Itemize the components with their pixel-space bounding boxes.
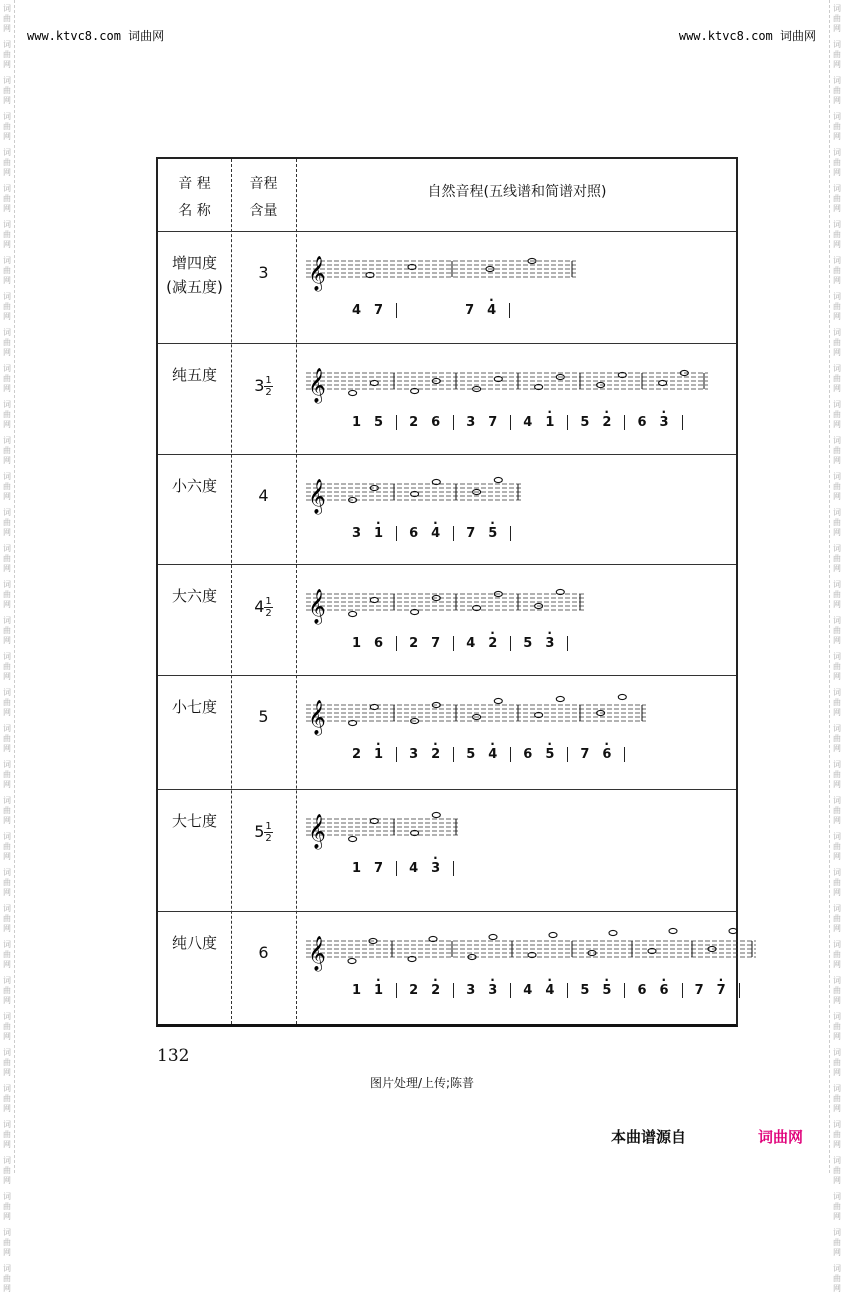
interval-amount	[231, 263, 296, 282]
amount-whole: 3	[254, 376, 265, 395]
upload-credit: 图片处理/上传;陈普	[369, 1076, 475, 1090]
jianpu-notation	[340, 861, 454, 876]
jianpu-group	[568, 415, 625, 430]
interval-amount	[231, 375, 296, 398]
watermark-char-group: 词 曲 网	[833, 1156, 841, 1185]
whole-note	[370, 380, 378, 385]
whole-note	[349, 836, 357, 841]
whole-note	[370, 704, 378, 709]
jianpu-group	[340, 415, 397, 430]
fraction-numerator: 1	[265, 596, 272, 607]
amount-fraction	[264, 821, 272, 844]
jianpu-note: 3	[466, 983, 477, 998]
watermark-char-group: 词 曲 网	[3, 1264, 11, 1293]
watermark-char-group: 词 曲 网	[833, 184, 841, 213]
fraction-numerator: 1	[265, 821, 272, 832]
jianpu-note: · 1	[545, 415, 555, 430]
interval-amount	[231, 596, 296, 619]
jianpu-group	[453, 303, 510, 318]
whole-note	[494, 698, 502, 703]
jianpu-group	[511, 983, 568, 998]
watermark-char-group: 词 曲 网	[833, 688, 841, 717]
watermark-char-group: 词 曲 网	[3, 1084, 11, 1113]
watermark-char-group: 词 曲 网	[3, 148, 11, 177]
row-divider	[158, 675, 736, 676]
jianpu-note: 7	[694, 983, 705, 998]
treble-clef-icon: 𝄞	[308, 589, 326, 624]
jianpu-note: 4	[523, 983, 534, 998]
watermark-char-group: 词 曲 网	[833, 148, 841, 177]
jianpu-note: · 3	[660, 415, 670, 430]
whole-note	[609, 930, 617, 935]
whole-note	[432, 812, 440, 817]
watermark-char-group: 词 曲 网	[833, 1048, 841, 1077]
jianpu-note: · 1	[374, 983, 384, 998]
page-number: 132	[157, 1046, 190, 1066]
jianpu-group	[454, 415, 511, 430]
jianpu-note: 1	[352, 861, 363, 876]
row-divider	[158, 564, 736, 565]
interval-name	[158, 474, 231, 498]
interval-name	[158, 251, 231, 299]
jianpu-note: 1	[352, 415, 363, 430]
watermark-char-group: 词 曲 网	[3, 904, 11, 933]
staff-notation	[306, 247, 576, 297]
watermark-char-group: 词 曲 网	[3, 1048, 11, 1077]
jianpu-note: 7	[465, 303, 476, 318]
amount-whole: 6	[258, 943, 269, 962]
interval-name	[158, 695, 231, 719]
row-divider	[158, 911, 736, 912]
jianpu-group	[625, 415, 682, 430]
jianpu-note: · 2	[431, 983, 441, 998]
treble-clef-icon: 𝄞	[308, 814, 326, 849]
jianpu-note: · 6	[602, 747, 612, 762]
jianpu-note: · 2	[431, 747, 441, 762]
whole-note	[348, 958, 356, 963]
fraction-denominator: 2	[265, 387, 272, 398]
staff-notation	[306, 470, 522, 520]
jianpu-group	[340, 861, 397, 876]
jianpu-notation	[340, 636, 568, 651]
interval-amount	[231, 821, 296, 844]
jianpu-group	[397, 861, 454, 876]
jianpu-group	[340, 983, 397, 998]
jianpu-group	[340, 303, 397, 318]
amount-whole: 5	[254, 822, 265, 841]
jianpu-note: · 2	[602, 415, 612, 430]
watermark-char-group: 词 曲 网	[3, 760, 11, 789]
jianpu-note: 5	[580, 983, 591, 998]
watermark-char-group: 词 曲 网	[3, 4, 11, 33]
watermark-char-group: 词 曲 网	[3, 868, 11, 897]
jianpu-note: 7	[431, 636, 442, 651]
watermark-char-group: 词 曲 网	[3, 508, 11, 537]
fraction-denominator: 2	[265, 608, 272, 619]
amount-whole: 3	[258, 263, 269, 282]
staff-notation	[306, 580, 584, 630]
watermark-char-group: 词 曲 网	[833, 580, 841, 609]
watermark-char-group: 词 曲 网	[3, 40, 11, 69]
header-text: 音 程	[178, 176, 211, 192]
jianpu-group	[511, 747, 568, 762]
watermark-char-group: 词 曲 网	[3, 328, 11, 357]
jianpu-note: · 5	[488, 526, 498, 541]
treble-clef-icon: 𝄞	[308, 368, 326, 403]
row-divider	[158, 454, 736, 455]
jianpu-note: 6	[431, 415, 442, 430]
jianpu-note: 6	[409, 526, 420, 541]
watermark-char-group: 词 曲 网	[833, 1012, 841, 1041]
whole-note	[618, 694, 626, 699]
jianpu-note: 5	[523, 636, 534, 651]
jianpu-group	[454, 526, 511, 541]
jianpu-note: 5	[466, 747, 477, 762]
jianpu-note: · 3	[431, 861, 441, 876]
watermark-char-group: 词 曲 网	[3, 580, 11, 609]
jianpu-group	[625, 983, 682, 998]
watermark-char-group: 词 曲 网	[833, 400, 841, 429]
amount-fraction	[264, 596, 272, 619]
watermark-char-group: 词 曲 网	[833, 616, 841, 645]
source-site: 词曲网	[758, 1128, 804, 1146]
whole-note	[549, 932, 557, 937]
jianpu-group	[397, 526, 454, 541]
jianpu-note: 3	[352, 526, 363, 541]
watermark-char-group: 词 曲 网	[833, 832, 841, 861]
watermark-char-group: 词 曲 网	[833, 1120, 841, 1149]
header-interval-amount	[231, 171, 296, 225]
watermark-char-group: 词 曲 网	[833, 1192, 841, 1221]
watermark-char-group: 词 曲 网	[833, 328, 841, 357]
jianpu-note: · 5	[545, 747, 555, 762]
jianpu-note: 6	[637, 415, 648, 430]
jianpu-note: 5	[374, 415, 385, 430]
left-watermark-strip	[0, 0, 15, 1293]
jianpu-note: 5	[580, 415, 591, 430]
jianpu-note: 7	[466, 526, 477, 541]
jianpu-notation	[340, 526, 511, 541]
jianpu-note: · 5	[602, 983, 612, 998]
watermark-char-group: 词 曲 网	[3, 1228, 11, 1257]
amount-whole: 5	[258, 707, 269, 726]
watermark-char-group: 词 曲 网	[3, 616, 11, 645]
interval-name-line: 大六度	[171, 587, 217, 605]
staff-notation	[306, 359, 708, 409]
jianpu-group	[511, 636, 568, 651]
jianpu-note: 2	[409, 983, 420, 998]
watermark-char-group: 词 曲 网	[3, 1012, 11, 1041]
header-text: 音程	[249, 176, 278, 192]
jianpu-note: · 6	[660, 983, 670, 998]
watermark-char-group: 词 曲 网	[833, 724, 841, 753]
staff-notation	[306, 691, 646, 741]
watermark-char-group: 词 曲 网	[3, 832, 11, 861]
watermark-char-group: 词 曲 网	[833, 112, 841, 141]
jianpu-group	[340, 636, 397, 651]
staff-notation	[306, 927, 756, 977]
jianpu-note: 6	[523, 747, 534, 762]
fraction-denominator: 2	[265, 833, 272, 844]
jianpu-note: 7	[374, 303, 385, 318]
interval-amount	[231, 486, 296, 505]
watermark-char-group: 词 曲 网	[3, 976, 11, 1005]
whole-note	[556, 696, 564, 701]
source-label: 本曲谱源自	[611, 1128, 687, 1146]
interval-amount	[231, 707, 296, 726]
header-natural-intervals: 自然音程(五线谱和简谱对照)	[427, 184, 607, 200]
watermark-char-group: 词 曲 网	[3, 364, 11, 393]
jianpu-note: 2	[409, 415, 420, 430]
jianpu-note: 7	[488, 415, 499, 430]
watermark-char-group: 词 曲 网	[3, 220, 11, 249]
whole-note	[349, 390, 357, 395]
interval-name	[158, 363, 231, 387]
watermark-char-group: 词 曲 网	[833, 868, 841, 897]
watermark-char-group: 词 曲 网	[833, 76, 841, 105]
jianpu-note: 3	[409, 747, 420, 762]
jianpu-note: 2	[352, 747, 363, 762]
jianpu-note: · 4	[487, 303, 497, 318]
jianpu-group	[340, 747, 397, 762]
jianpu-group	[454, 983, 511, 998]
watermark-char-group: 词 曲 网	[833, 364, 841, 393]
jianpu-group	[568, 747, 625, 762]
treble-clef-icon: 𝄞	[308, 479, 326, 514]
watermark-char-group: 词 曲 网	[833, 436, 841, 465]
jianpu-group	[683, 983, 740, 998]
jianpu-note: 6	[637, 983, 648, 998]
jianpu-note: · 1	[374, 747, 384, 762]
watermark-char-group: 词 曲 网	[833, 1084, 841, 1113]
whole-note	[494, 477, 502, 482]
watermark-char-group: 词 曲 网	[833, 1228, 841, 1257]
jianpu-note: · 7	[717, 983, 727, 998]
amount-whole: 4	[254, 597, 265, 616]
column-divider	[296, 159, 297, 1024]
watermark-char-group: 词 曲 网	[833, 220, 841, 249]
watermark-char-group: 词 曲 网	[833, 904, 841, 933]
jianpu-note: 4	[523, 415, 534, 430]
jianpu-note: 6	[374, 636, 385, 651]
jianpu-note: 4	[466, 636, 477, 651]
whole-note	[349, 611, 357, 616]
watermark-char-group: 词 曲 网	[833, 976, 841, 1005]
watermark-char-group: 词 曲 网	[3, 256, 11, 285]
jianpu-notation	[340, 303, 566, 318]
watermark-char-group: 词 曲 网	[3, 652, 11, 681]
watermark-char-group: 词 曲 网	[3, 76, 11, 105]
watermark-char-group: 词 曲 网	[3, 292, 11, 321]
watermark-char-group: 词 曲 网	[833, 40, 841, 69]
top-left-watermark: www.ktvc8.com 词曲网	[27, 29, 165, 43]
treble-clef-icon: 𝄞	[308, 936, 326, 971]
watermark-char-group: 词 曲 网	[833, 796, 841, 825]
jianpu-note: · 3	[488, 983, 498, 998]
jianpu-note: 4	[352, 303, 363, 318]
watermark-char-group: 词 曲 网	[3, 112, 11, 141]
jianpu-group	[340, 526, 397, 541]
row-divider	[158, 343, 736, 344]
watermark-char-group: 词 曲 网	[833, 292, 841, 321]
interval-name-line: 小六度	[171, 477, 217, 495]
row-divider	[158, 231, 736, 232]
jianpu-group	[397, 747, 454, 762]
whole-note	[729, 928, 737, 933]
watermark-char-group: 词 曲 网	[833, 472, 841, 501]
row-divider	[158, 789, 736, 790]
jianpu-group	[454, 636, 511, 651]
whole-note	[370, 818, 378, 823]
watermark-char-group: 词 曲 网	[3, 1192, 11, 1221]
watermark-char-group: 词 曲 网	[3, 940, 11, 969]
jianpu-note: · 1	[374, 526, 384, 541]
amount-fraction	[264, 375, 272, 398]
jianpu-note: · 4	[545, 983, 555, 998]
watermark-char-group: 词 曲 网	[833, 652, 841, 681]
interval-name-line: 小七度	[171, 698, 217, 716]
watermark-char-group: 词 曲 网	[3, 544, 11, 573]
jianpu-notation	[340, 983, 740, 998]
right-watermark-strip	[829, 0, 844, 1293]
whole-note	[659, 380, 667, 385]
treble-clef-icon: 𝄞	[308, 700, 326, 735]
interval-name-line: 纯五度	[171, 366, 217, 384]
whole-note	[669, 928, 677, 933]
watermark-char-group: 词 曲 网	[833, 1264, 841, 1293]
header-text: 名 称	[178, 203, 211, 219]
treble-clef-icon: 𝄞	[308, 256, 326, 291]
jianpu-note: · 4	[488, 747, 498, 762]
jianpu-group	[454, 747, 511, 762]
jianpu-note: 1	[352, 636, 363, 651]
watermark-char-group: 词 曲 网	[3, 400, 11, 429]
watermark-char-group: 词 曲 网	[3, 436, 11, 465]
jianpu-group	[397, 983, 454, 998]
watermark-char-group: 词 曲 网	[3, 1120, 11, 1149]
interval-name-line: 大七度	[171, 812, 217, 830]
interval-name	[158, 584, 231, 608]
top-right-watermark: www.ktvc8.com 词曲网	[678, 29, 816, 43]
jianpu-note: · 3	[545, 636, 555, 651]
jianpu-group	[397, 636, 454, 651]
jianpu-note: · 4	[431, 526, 441, 541]
jianpu-group	[397, 415, 454, 430]
jianpu-note: · 2	[488, 636, 498, 651]
column-divider	[231, 159, 232, 1024]
watermark-char-group: 词 曲 网	[3, 1156, 11, 1185]
interval-table	[156, 157, 738, 1027]
jianpu-note: 3	[466, 415, 477, 430]
jianpu-note: 7	[580, 747, 591, 762]
watermark-char-group: 词 曲 网	[833, 508, 841, 537]
interval-name-line: 纯八度	[171, 934, 217, 952]
watermark-char-group: 词 曲 网	[3, 472, 11, 501]
interval-name-line: 增四度	[171, 254, 217, 272]
interval-name	[158, 809, 231, 833]
watermark-char-group: 词 曲 网	[3, 184, 11, 213]
watermark-char-group: 词 曲 网	[3, 688, 11, 717]
jianpu-notation	[340, 747, 625, 762]
header-text: 含量	[249, 203, 278, 219]
jianpu-note: 4	[409, 861, 420, 876]
whole-note	[489, 934, 497, 939]
jianpu-group	[511, 415, 568, 430]
jianpu-group	[568, 983, 625, 998]
fraction-numerator: 1	[265, 375, 272, 386]
watermark-char-group: 词 曲 网	[833, 760, 841, 789]
jianpu-note: 2	[409, 636, 420, 651]
interval-amount	[231, 943, 296, 962]
watermark-char-group: 词 曲 网	[3, 724, 11, 753]
watermark-char-group: 词 曲 网	[833, 940, 841, 969]
interval-name-line: (减五度)	[166, 278, 223, 296]
amount-whole: 4	[258, 486, 269, 505]
watermark-char-group: 词 曲 网	[833, 544, 841, 573]
interval-name	[158, 931, 231, 955]
watermark-char-group: 词 曲 网	[833, 256, 841, 285]
jianpu-note: 1	[352, 983, 363, 998]
jianpu-note: 7	[374, 861, 385, 876]
staff-notation	[306, 805, 460, 855]
whole-note	[370, 597, 378, 602]
watermark-char-group: 词 曲 网	[833, 4, 841, 33]
watermark-char-group: 词 曲 网	[3, 796, 11, 825]
jianpu-notation	[340, 415, 683, 430]
header-interval-name	[158, 171, 231, 225]
